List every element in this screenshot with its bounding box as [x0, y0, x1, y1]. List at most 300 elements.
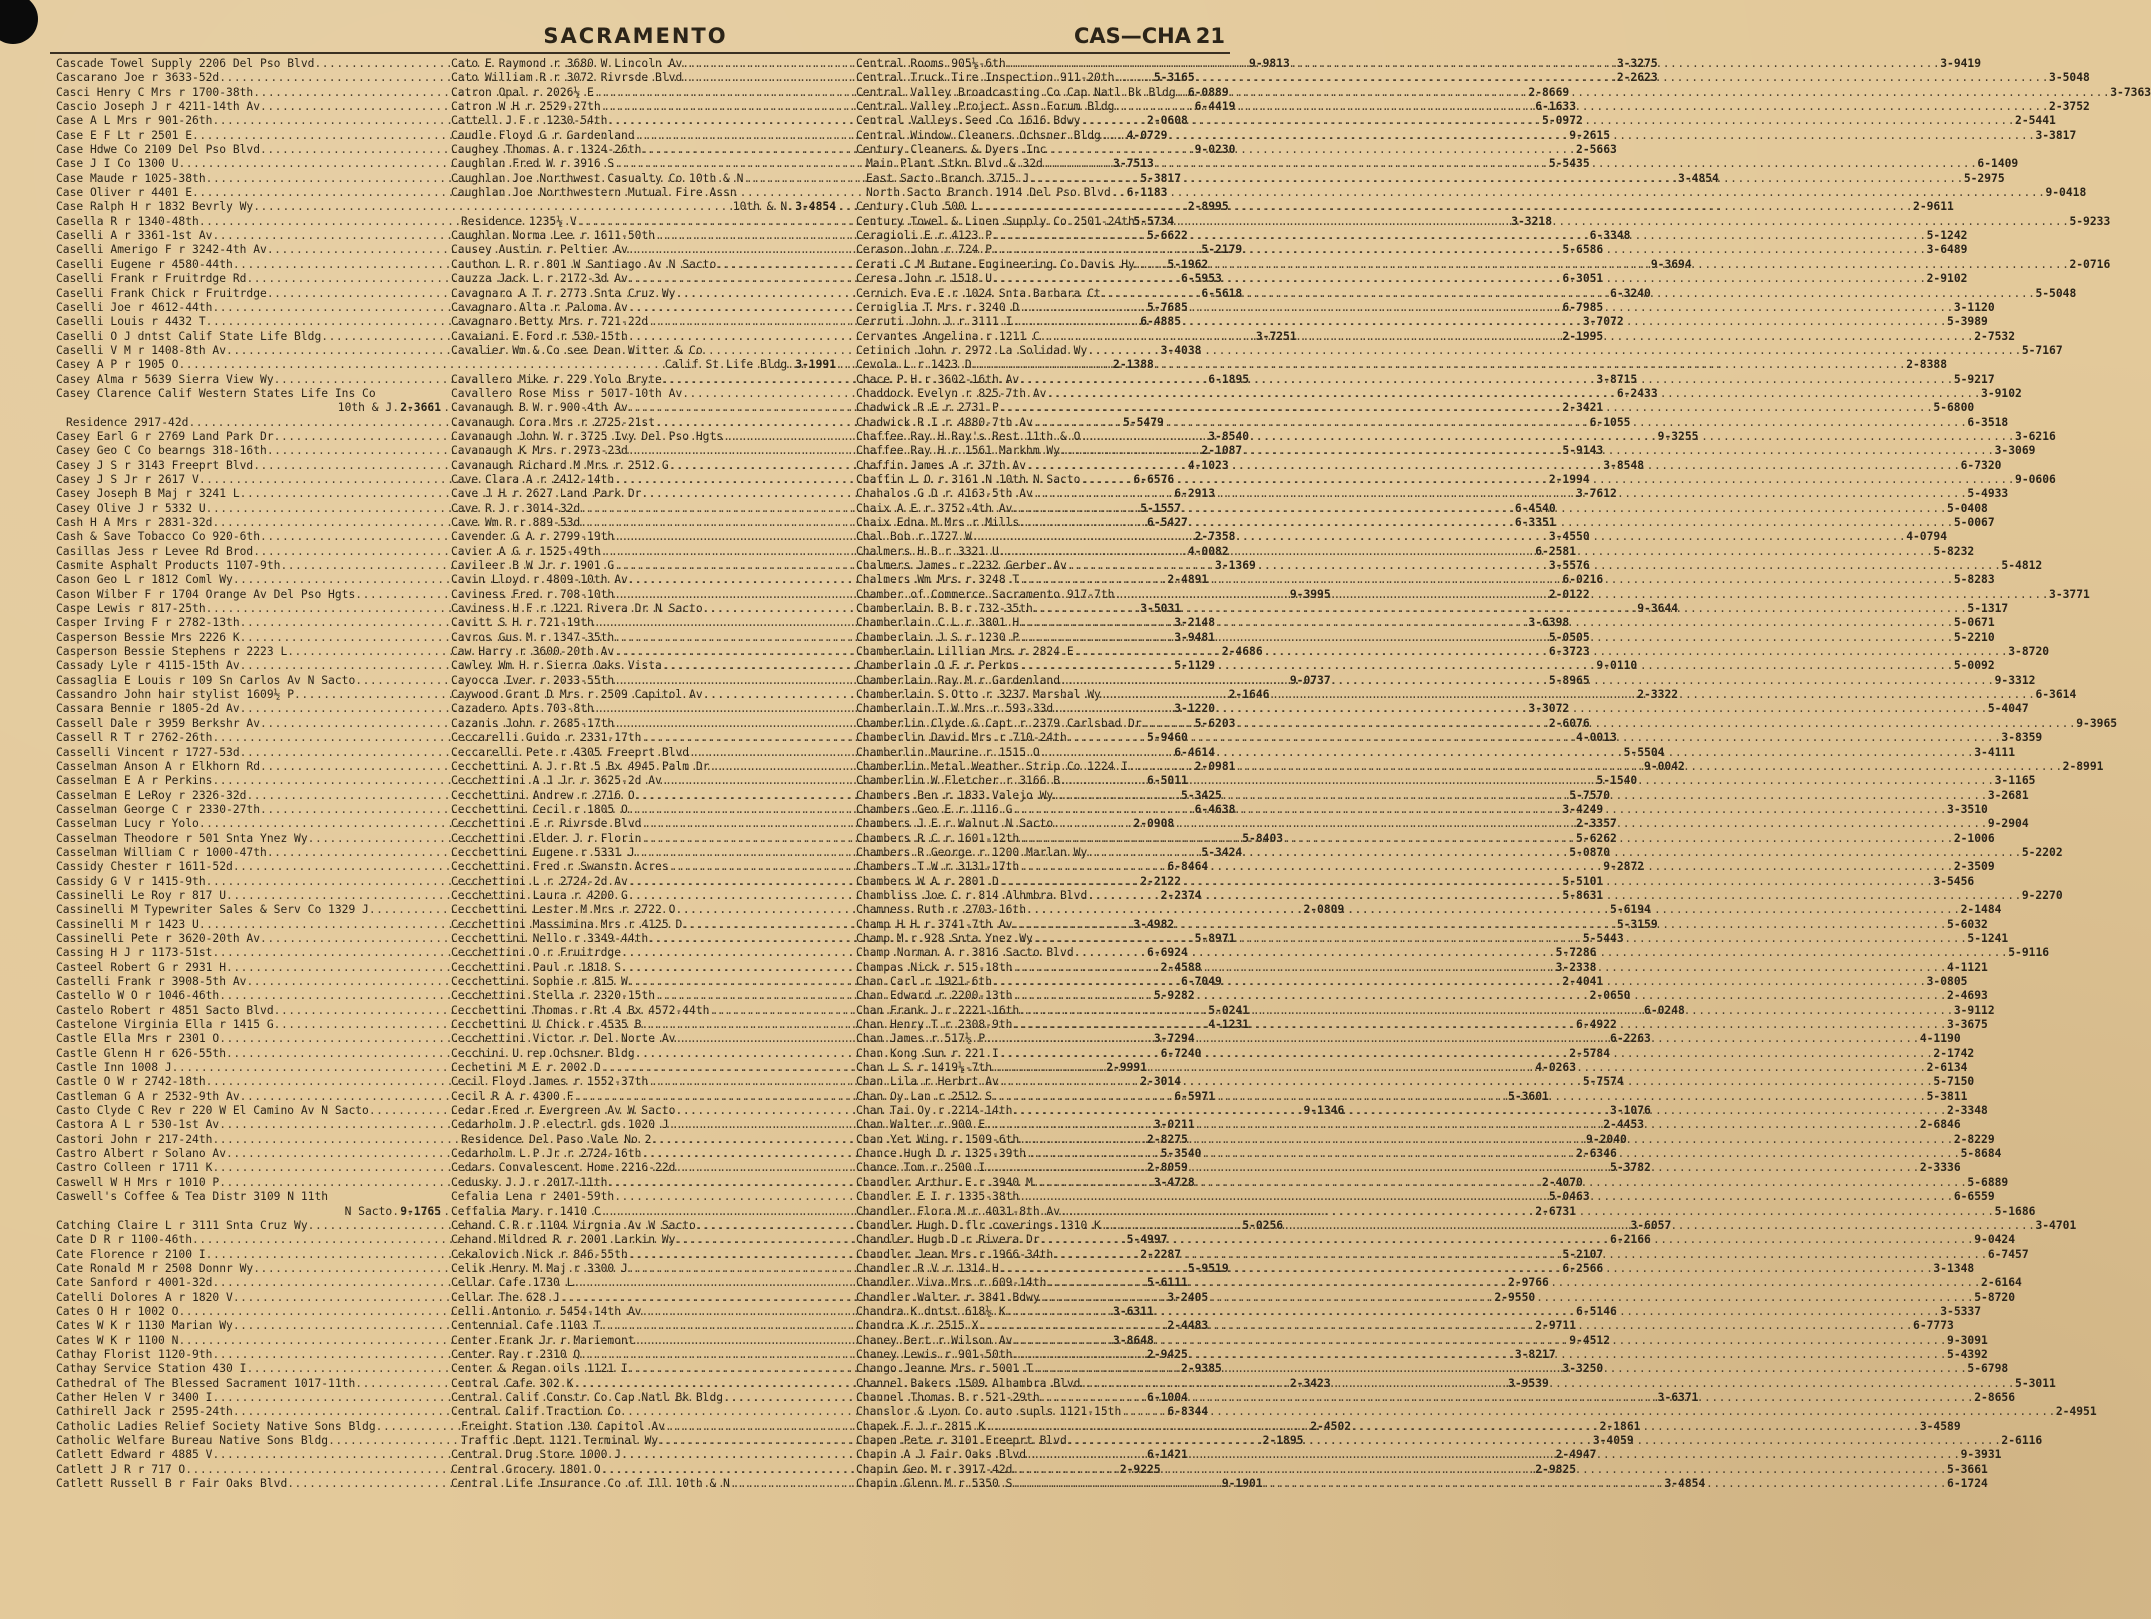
- phone-number: 4-1023: [1187, 458, 1229, 472]
- dot-leader: [1080, 473, 2015, 487]
- phone-number: 5-4392: [1947, 1347, 1988, 1361]
- dot-leader: [1012, 1463, 1947, 1477]
- phone-number: 3-8720: [2008, 645, 2050, 659]
- listing-name: Central Grocery 1801 O: [451, 1462, 601, 1476]
- phone-number: 3-1165: [1994, 774, 2036, 788]
- phone-number: 6-7773: [1913, 1319, 1954, 1333]
- phone-number: 3-1220: [1174, 702, 1216, 716]
- phone-number: 9-3931: [1960, 1448, 2002, 1462]
- dot-leader: [1019, 631, 1954, 645]
- phone-number: 6-6559: [1953, 1190, 1995, 1204]
- phone-number: 5-9116: [2008, 946, 2050, 960]
- dot-leader: [1026, 1147, 1961, 1161]
- phone-number: 9-2270: [2021, 888, 2063, 902]
- phone-number: 3-5031: [1140, 602, 1182, 616]
- listing-name: Cernich Eva E r 1024 Snta Barbara Ct: [856, 286, 1101, 300]
- listing-name: Ceffalia Mary r 1410 C: [451, 1204, 601, 1218]
- phone-number: 3-9102: [1981, 386, 2022, 400]
- phone-number: 2-8275: [1147, 1132, 1188, 1146]
- phone-number: 2-9102: [1926, 272, 1968, 286]
- phone-number: 5-6889: [1967, 1175, 2009, 1189]
- phone-number: 2-8059: [1147, 1161, 1188, 1175]
- dot-leader: [392, 401, 400, 415]
- phone-number: 3-8715: [1596, 372, 1638, 386]
- listing-name: Case Hdwe Co 2109 Del Pso Blvd: [56, 143, 261, 157]
- phone-number: 5-7150: [1933, 1075, 1975, 1089]
- phone-number: 2-9385: [1181, 1362, 1222, 1376]
- listing-name: Chandler Jean Mrs r 1966-34th: [856, 1247, 1054, 1261]
- dot-leader: [1101, 1219, 2036, 1233]
- phone-number: 9-2872: [1603, 860, 1645, 874]
- phone-number: 5-8684: [1960, 1147, 2002, 1161]
- phone-number: 6-7320: [1960, 458, 2002, 472]
- listing-name: Cattell J F r 1230-54th: [451, 114, 608, 128]
- listing-name: Cather Helen V r 3400 I: [56, 1390, 213, 1404]
- phone-number: 5-3011: [2015, 1376, 2056, 1390]
- dot-leader: [1019, 573, 1954, 587]
- listing-name: Chapin A J Fair Oaks Blvd: [856, 1448, 1027, 1462]
- dot-leader: [1087, 846, 2022, 860]
- dot-leader: [1067, 1434, 2002, 1448]
- phone-number: 2-5663: [1576, 143, 1617, 157]
- listing-name: Cedar Fred r Evergreen Av W Sacto: [451, 1104, 676, 1118]
- phone-number: 5-2975: [1963, 171, 2005, 185]
- phone-number: 5-5443: [1582, 931, 1624, 945]
- listing-name: Cavagnaro Alta r Paloma Av: [451, 300, 628, 314]
- dot-leader: [1053, 789, 1988, 803]
- listing-name: Cathay Service Station 430 I: [56, 1362, 247, 1376]
- dot-leader: [972, 530, 1907, 544]
- phone-number: 2-6134: [1926, 1061, 1968, 1075]
- phone-number: 6-7240: [1160, 1046, 1202, 1060]
- phone-number: 3-4111: [1974, 745, 2016, 759]
- phone-number: 5-0463: [1548, 1190, 1590, 1204]
- dot-leader: [985, 1118, 1920, 1132]
- listing-name: Chaffee Ray H r 1561 Markhm Wy: [856, 444, 1061, 458]
- phone-number: 3-8540: [1208, 429, 1250, 443]
- phone-number: 2-6116: [2001, 1434, 2043, 1447]
- phone-number: 6-5618: [1201, 286, 1243, 300]
- listing-name: Chamberlain Ray M r Gardenland: [856, 673, 1061, 687]
- listing-name: Central Truck Tire Inspection 911-20th: [856, 71, 1115, 85]
- dot-leader: [1176, 86, 2111, 100]
- listing-name: Chambers R George r 1200 Marlan Wy: [856, 845, 1088, 859]
- listing-name: Champ M r 928 Snta Ynez Wy: [856, 931, 1033, 945]
- listing-name: Cassaglia E Louis r 109 Sn Carlos Av N Sacto: [56, 673, 356, 687]
- listing-name: Center Frank Jr r Mariemont: [451, 1333, 635, 1347]
- listing-name: Central Calif Traction Co: [451, 1405, 622, 1419]
- phone-number: 2-0908: [1133, 817, 1175, 831]
- phone-number: 2-4951: [2055, 1405, 2097, 1419]
- dot-leader: [1040, 1291, 1975, 1305]
- listing-name: Chambers W A r 2801 D: [856, 874, 999, 888]
- phone-number: 5-6111: [1147, 1276, 1188, 1290]
- listing-name: Cehand C R r 1104 Virgnia Av W Sacto: [451, 1218, 696, 1232]
- phone-number: 2-1087: [1201, 444, 1243, 458]
- dot-leader: [1080, 114, 2015, 128]
- phone-number: 2-6731: [1535, 1204, 1577, 1218]
- dot-leader: [992, 272, 1927, 286]
- phone-number: 5-9217: [1953, 372, 1995, 386]
- phone-number: 6-2581: [1535, 544, 1577, 558]
- dot-leader: [1012, 989, 1947, 1003]
- phone-number: 6-5971: [1174, 1089, 1216, 1103]
- listing-name: Chandra K dntst 618½ K: [856, 1304, 1006, 1318]
- listing-name: Cedusky J J r 2017-11th: [451, 1175, 608, 1189]
- phone-number: 9-0418: [2045, 186, 2087, 200]
- page-number: 21: [1195, 24, 1225, 48]
- phone-number: 2-1006: [1953, 831, 1995, 845]
- listing-name: Cechetini M E r 2002 D: [451, 1061, 601, 1075]
- listing-name: Residence Del Paso Vale No 2: [461, 1132, 652, 1146]
- listing-name: Casperson Bessie Stephens r 2223 L: [56, 645, 288, 659]
- dot-leader: [1043, 157, 1978, 171]
- listing-name: Castle Ella Mrs r 2301 O: [56, 1032, 220, 1046]
- dot-leader: [999, 1047, 1934, 1061]
- phone-number: 6-2166: [1610, 1233, 1651, 1247]
- listing-name: Caselli Amerigo F r 3242-4th Av: [56, 243, 267, 257]
- phone-number: 9-0110: [1596, 659, 1638, 673]
- phone-number: 5-3165: [1153, 71, 1195, 85]
- listing-name: Cauthon L R r 801 W Santiago Av N Sacto: [451, 257, 717, 271]
- listing-name: Chadwick R I r 4880-7th Av: [856, 415, 1033, 429]
- listing-name: Central Valleys Seed Co 1616 Bdwy: [856, 114, 1081, 128]
- phone-number: 2-1861: [1599, 1419, 1641, 1433]
- listing-name: Centennial Cafe 1103 T: [451, 1319, 601, 1333]
- phone-number: 2-3322: [1637, 688, 1679, 702]
- phone-number: 5-2107: [1562, 1247, 1604, 1261]
- listing-name: Caspe Lewis r 817-25th: [56, 602, 206, 616]
- listing-name: Chapek F J r 2815 K: [856, 1419, 986, 1433]
- listing-name: Cecchettini Laura r 4200 G: [451, 888, 628, 902]
- phone-number: 6-3351: [1514, 516, 1556, 529]
- listing-name: 10th & J: [337, 401, 393, 415]
- phone-number: 5-7570: [1569, 788, 1611, 802]
- phone-number: 2-5441: [2015, 114, 2056, 128]
- listing-name: Casselman William C r 1000-47th: [56, 845, 267, 859]
- listing-name: Case E F Lt r 2501 E: [56, 128, 193, 142]
- listing-name: 10th & N: [732, 200, 788, 214]
- listing-name: Cascarano Joe r 3633-52d: [56, 71, 220, 85]
- phone-number: 3-4854: [1678, 171, 1719, 185]
- phone-number: 5-2210: [1953, 630, 1995, 644]
- listing-name: Caughey Thomas A r 1324-26th: [451, 143, 642, 157]
- listing-name: Central Valley Project Assn Forum Bldg: [856, 100, 1115, 114]
- phone-number: 6-4614: [1174, 745, 1216, 759]
- listing-name: Chambliss Joe C r 814 Alhmbra Blvd: [856, 888, 1088, 902]
- listing-entry: [451, 344, 836, 358]
- listing-name: Chandler Hugh D flr coverings 1310 K: [856, 1218, 1101, 1232]
- dot-leader: [992, 229, 1927, 243]
- phone-number: 2-9425: [1147, 1347, 1188, 1361]
- listing-name: Castelone Virginia Ella r 1415 G: [56, 1018, 274, 1032]
- phone-number: 6-5953: [1181, 272, 1222, 286]
- phone-number: 5-7685: [1147, 300, 1188, 314]
- phone-number: 3-6489: [1926, 243, 1968, 257]
- phone-number: 3-2338: [1555, 960, 1597, 974]
- listing-name: Chamberlin W Fletcher r 3166 B: [856, 774, 1061, 788]
- listing-name: Caselli Frank Chick r Fruitrdge: [56, 286, 267, 300]
- phone-number: 6-3348: [1589, 229, 1631, 243]
- phone-number: 3-6398: [1528, 616, 1570, 630]
- dot-leader: [1046, 387, 1981, 401]
- listing-name: Century Towel & Linen Supply Co 2501-24th: [856, 214, 1135, 228]
- dot-leader: [1121, 1405, 2056, 1419]
- listing-name: Caughlan Norma Lee r 1611-50th: [451, 229, 656, 243]
- phone-number: 2-9766: [1508, 1276, 1549, 1290]
- listing-name: Chaffin James A r 37th Av: [856, 458, 1027, 472]
- listing-name: Cazanis John r 2685-17th: [451, 716, 615, 730]
- phone-number: 5-5435: [1548, 157, 1590, 171]
- listing-name: Cato William R r 3072 Rivrsde Blvd: [451, 71, 683, 85]
- phone-number: 9-9813: [1249, 57, 1290, 70]
- listing-name: Chan Edward r 2200-13th: [856, 989, 1013, 1003]
- listing-name: Main Plant Stkn Blvd & 32d: [866, 157, 1043, 171]
- listing-name: Chapin Geo M r 3917-42d: [856, 1462, 1013, 1476]
- listing-name: Champas Nick r 515-18th: [856, 960, 1013, 974]
- dot-leader: [1067, 731, 2002, 745]
- phone-number: 2-9550: [1494, 1290, 1536, 1304]
- phone-number: 6-5146: [1576, 1304, 1617, 1318]
- listing-name: Cassinelli M r 1423 U: [56, 917, 199, 931]
- phone-number: 4-0263: [1535, 1061, 1577, 1075]
- dot-leader: [1033, 602, 1968, 616]
- listing-entry: [856, 143, 1241, 157]
- phone-number: 5-4997: [1126, 1233, 1168, 1247]
- phone-number: 4-1190: [1919, 1032, 1961, 1046]
- listing-name: Cecchettini Massimina Mrs r 4125 D: [451, 917, 683, 931]
- listing-name: Cassidy G V r 1415-9th: [56, 874, 206, 888]
- phone-number: 6-0889: [1187, 85, 1229, 99]
- phone-number: 5-1540: [1596, 774, 1638, 788]
- listing-name: Cecil R A r 4300 F: [451, 1089, 574, 1103]
- listing-name: Cecchettini Stella r 2320-15th: [451, 989, 656, 1003]
- phone-number: 3-5576: [1548, 559, 1590, 573]
- listing-name: Channel Bakers 1509 Alhambra Blvd: [856, 1376, 1081, 1390]
- phone-number: 2-1388: [1113, 358, 1154, 372]
- phone-number: 3-4854: [795, 200, 836, 214]
- phone-number: 2-7358: [1194, 530, 1236, 544]
- directory-columns: [56, 57, 2151, 1602]
- phone-number: 3-4982: [1133, 917, 1175, 931]
- phone-number: 5-3989: [1947, 315, 1988, 329]
- phone-number: 9-0737: [1289, 673, 1331, 687]
- phone-number: 5-7574: [1582, 1075, 1624, 1089]
- phone-number: 3-1076: [1610, 1104, 1651, 1118]
- listing-name: Castro Albert r Solano Av: [56, 1147, 227, 1161]
- phone-number: 6-5427: [1147, 516, 1188, 529]
- listing-name: Cassara Bennie r 1805-2d Av: [56, 702, 240, 716]
- listing-name: Cecchettini E r Rivrsde Blvd: [451, 817, 642, 831]
- listing-name: Chal Bob r 1727 W: [856, 530, 972, 544]
- listing-name: Catlett J R r 717 O: [56, 1462, 186, 1476]
- phone-number: 2-3014: [1140, 1075, 1182, 1089]
- dot-leader: [1019, 516, 1954, 530]
- listing-name: Chanslor & Lyon Co auto supls 1121-15th: [856, 1405, 1122, 1419]
- phone-number: 2-9711: [1535, 1319, 1577, 1333]
- phone-number: 2-8656: [1974, 1390, 2016, 1404]
- phone-number: 2-0981: [1194, 759, 1236, 773]
- listing-name: Casey Clarence Calif Western States Life Ins Co: [56, 386, 376, 400]
- phone-number: 9-3694: [1650, 257, 1692, 271]
- listing-name: Chamberlain O F r Perkns: [856, 659, 1020, 673]
- phone-number: 9-0606: [2015, 472, 2056, 486]
- listing-name: Channel Thomas B r 521-29th: [856, 1390, 1040, 1404]
- phone-number: 6-2913: [1174, 487, 1216, 501]
- listing-name: Chan Kong Sun r 221 I: [856, 1046, 999, 1060]
- dot-leader: [1026, 903, 1961, 917]
- listing-name: Cassell R T r 2762-26th: [56, 731, 213, 745]
- listing-name: Chadwick R E r 2731 P: [856, 401, 999, 415]
- listing-name: Chamberlin Metal Weather Strip Co 1224 I: [856, 759, 1129, 773]
- listing-entry: [856, 1405, 2097, 1419]
- phone-number: 2-3752: [2049, 100, 2090, 114]
- phone-number: 5-8232: [1933, 544, 1975, 558]
- phone-number: 3-3510: [1947, 802, 1988, 816]
- phone-number: 3-6371: [1657, 1390, 1699, 1404]
- phone-number: 5-6586: [1562, 243, 1604, 257]
- phone-number: 9-0042: [1644, 759, 1685, 773]
- phone-number: 5-5734: [1133, 214, 1175, 228]
- phone-number: 5-2179: [1201, 243, 1243, 257]
- phone-number: 4-0013: [1576, 731, 1617, 745]
- listing-name: Caselli Eugene r 4580-44th: [56, 257, 233, 271]
- dot-leader: [1012, 961, 1947, 975]
- listing-name: Caselli O J dntst Calif State Life Bldg: [56, 329, 322, 343]
- listing-name: Chaffee Ray H Ray's Rest 11th & O: [856, 429, 1081, 443]
- phone-number: 2-8229: [1953, 1132, 1995, 1146]
- listing-name: Traffic Dept 1121 Terminal Wy: [461, 1434, 659, 1447]
- listing-name: Champ Norman A r 3816 Sacto Blvd: [856, 946, 1074, 960]
- listing-name: Central Window Cleaners Ochsner Bldg: [856, 128, 1101, 142]
- phone-number: 5-9460: [1147, 731, 1188, 745]
- listing-name: Chaix A E r 3752-4th Av: [856, 501, 1013, 515]
- listing-name: Cates O H r 1002 O: [56, 1304, 179, 1318]
- listing-name: Castello W O r 1046-46th: [56, 989, 220, 1003]
- listing-name: Cavaiani E Ford r 530-15th: [451, 329, 628, 343]
- listing-name: Chambers Geo E r 1116 G: [856, 802, 1013, 816]
- listing-name: Caywood Grant D Mrs r 2509 Capitol Av: [451, 688, 703, 702]
- phone-number: 6-1633: [1535, 100, 1577, 114]
- phone-number: 6-3240: [1610, 286, 1651, 300]
- listing-name: Casella R r 1340-48th: [56, 214, 199, 228]
- listing-name: Cavender G A r 2799-19th: [451, 530, 615, 544]
- dot-leader: [1033, 416, 1968, 430]
- listing-name: Chaddock Evelyn r 825-7th Av: [856, 386, 1047, 400]
- phone-number: 2-4891: [1167, 573, 1209, 587]
- listing-name: North Sacto Branch 1914 Del Pso Blvd: [866, 186, 1111, 200]
- phone-number: 2-3348: [1947, 1104, 1988, 1118]
- dot-leader: [1101, 287, 2036, 301]
- phone-number: 6-2433: [1616, 386, 1658, 400]
- listing-name: Cassady Lyle r 4115-15th Av: [56, 659, 240, 673]
- phone-number: 3-4038: [1160, 343, 1202, 357]
- phone-number: 3-3275: [1616, 57, 1658, 70]
- listing-name: Cecchettini Elder J r Florin: [451, 831, 642, 845]
- dot-leader: [1080, 1377, 2015, 1391]
- phone-number: 5-3782: [1610, 1161, 1651, 1175]
- listing-name: Cellar Cafe 1730 L: [451, 1276, 574, 1290]
- phone-number: 5-6203: [1194, 716, 1236, 730]
- listing-name: Celli Antonio r 5454-14th Av: [451, 1304, 642, 1318]
- phone-number: 9-3995: [1289, 587, 1331, 601]
- phone-number: 3-9539: [1508, 1376, 1549, 1390]
- phone-number: 3-4589: [1919, 1419, 1961, 1433]
- phone-number: 2-2122: [1140, 874, 1182, 888]
- phone-number: 6-4540: [1514, 501, 1556, 515]
- listing-name: Chan Carl r 1921-6th: [856, 975, 993, 988]
- listing-name: Century Club 500 L: [856, 200, 979, 214]
- phone-number: 4-0082: [1187, 544, 1229, 558]
- phone-number: 2-0650: [1589, 989, 1631, 1003]
- phone-number: 3-6057: [1630, 1218, 1672, 1232]
- listing-name: Chamberlain T W Mrs r 593-33d: [856, 702, 1054, 716]
- phone-number: 5-8965: [1548, 673, 1590, 687]
- dot-leader: [1012, 1348, 1947, 1362]
- dot-leader: [1080, 430, 2015, 444]
- listing-name: Chandler Flora M r 4031-8th Av: [856, 1204, 1061, 1218]
- phone-number: 2-6076: [1548, 716, 1590, 730]
- phone-number: 6-0216: [1562, 573, 1604, 587]
- listing-name: Casselman Anson A r Elkhorn Rd: [56, 759, 261, 773]
- listing-name: Chalmers Wm Mrs r 3248 T: [856, 573, 1020, 587]
- listing-name: Chandler Hugh D r Rivera Dr: [856, 1233, 1040, 1247]
- listing-name: Chandra K r 2515 X: [856, 1319, 979, 1333]
- phone-number: 5-0870: [1569, 845, 1611, 859]
- listing-name: Cassinelli M Typewriter Sales & Serv Co 1329 J: [56, 903, 369, 917]
- listing-name: Cates W K r 1100 N: [56, 1333, 179, 1347]
- phone-number: 6-3723: [1548, 645, 1590, 659]
- listing-name: Cekalovich Nick r 846-55th: [451, 1247, 628, 1261]
- listing-name: Chamberlin David Mrs r 710-24th: [856, 731, 1067, 745]
- phone-number: 5-3540: [1160, 1147, 1202, 1161]
- phone-number: 3-1991: [795, 358, 836, 372]
- dot-leader: [1033, 1176, 1968, 1190]
- listing-name: Cave Clara A r 2412-14th: [451, 472, 615, 486]
- listing-name: Chaney Bert r Wilson Av: [856, 1333, 1013, 1347]
- listing-name: Cecchettini Eugene r 5331 J: [451, 845, 635, 859]
- phone-number: 2-4453: [1603, 1118, 1645, 1132]
- listing-name: Chandler Walter r 3841 Bdwy: [856, 1290, 1040, 1304]
- listing-name: Caughlan Joe Northwest Casualty Co 10th & N: [451, 171, 744, 185]
- phone-number: 9-3255: [1657, 429, 1699, 443]
- dot-leader: [985, 1032, 1920, 1046]
- listing-name: Castleman G A r 2532-9th Av: [56, 1089, 240, 1103]
- dot-leader: [992, 243, 1927, 257]
- listing-name: Caselli V M r 1408-8th Av: [56, 343, 227, 357]
- dot-leader: [1053, 1248, 1988, 1262]
- listing-name: Castora A L r 530-1st Av: [56, 1118, 220, 1132]
- phone-number: 5-2202: [2021, 845, 2063, 859]
- listing-name: Castle O W r 2742-18th: [56, 1075, 206, 1089]
- phone-number: 6-1724: [1947, 1477, 1988, 1491]
- listing-name: Cecchettini Cecil r 1805 O: [451, 802, 628, 816]
- phone-number: 3-1369: [1215, 559, 1256, 573]
- listing-name: Chaffin L O r 3161 N 10th N Sacto: [856, 472, 1081, 486]
- phone-number: 2-4686: [1221, 645, 1263, 659]
- phone-number: 2-4041: [1562, 975, 1604, 988]
- listing-name: Chace P H r 3602-16th Av: [856, 372, 1020, 386]
- listing-name: Cedars Convalescent Home 2216-22d: [451, 1161, 676, 1175]
- phone-number: 5-9282: [1153, 989, 1195, 1003]
- listing-name: Cawley Wm H r Sierra Oaks Vista: [451, 659, 662, 673]
- dot-leader: [992, 975, 1927, 989]
- dot-leader: [1012, 803, 1947, 817]
- phone-number: 5-9233: [2069, 214, 2111, 228]
- dot-leader: [1053, 702, 1988, 716]
- phone-number: 3-5456: [1933, 874, 1975, 888]
- phone-number: 2-3423: [1289, 1376, 1331, 1390]
